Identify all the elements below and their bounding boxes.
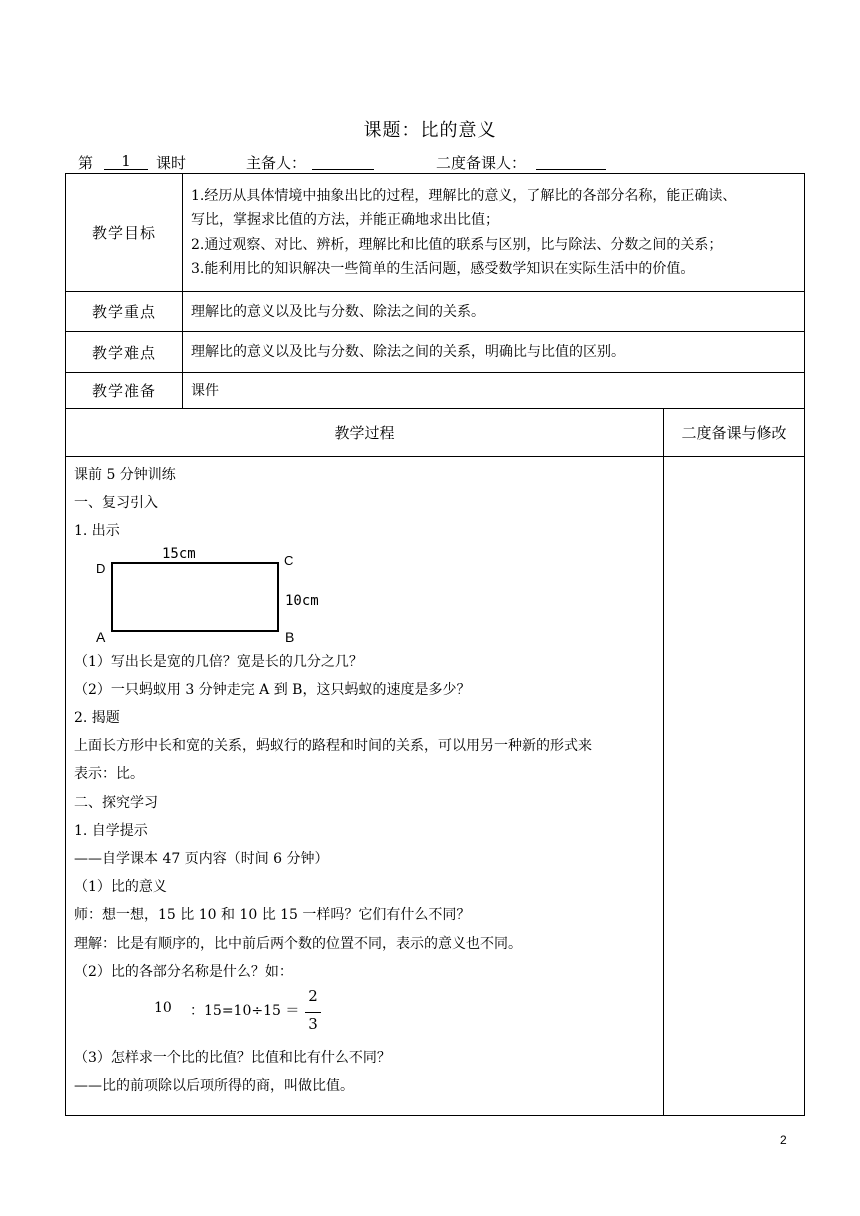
preparation-content: 课件 [183, 373, 805, 409]
process-line: ——自学课本 47 页内容（时间 6 分钟） [74, 851, 329, 868]
key-points-label: 教学重点 [66, 292, 183, 332]
length-label: 15cm [162, 545, 196, 562]
process-body-row [66, 457, 805, 1116]
process-line: ——比的前项除以后项所得的商，叫做比值。 [74, 1078, 354, 1095]
process-header: 教学过程 [66, 409, 664, 457]
lesson-plan-table [65, 173, 805, 1116]
process-line: 上面长方形中长和宽的关系，蚂蚁行的路程和时间的关系，可以用另一种新的形式来 [74, 738, 592, 755]
corner-d-label: D [96, 560, 106, 576]
process-line: （1）比的意义 [74, 879, 167, 896]
main-preparer-label: 主备人： [246, 154, 307, 172]
process-line: 1. 出示 [74, 523, 120, 540]
fraction-bar [305, 1012, 321, 1013]
corner-b-label: B [285, 628, 295, 645]
objective-line: 2.通过观察、对比、辨析，理解比和比值的联系与区别，比与除法、分数之间的关系； [191, 236, 723, 253]
objectives-label: 教学目标 [66, 174, 183, 292]
second-preparer-value [536, 152, 606, 170]
process-line: （2）比的各部分名称是什么？如： [74, 963, 293, 980]
revision-header: 二度备课与修改 [664, 409, 805, 457]
objectives-content [183, 174, 805, 292]
second-preparer-label: 二度备课人： [436, 154, 527, 172]
page-title: 课题：比的意义 [363, 120, 497, 141]
page-number: 2 [780, 1133, 787, 1147]
second-preparer-field [536, 152, 606, 174]
objective-line: 写比，掌握求比值的方法，并能正确地求出比值； [191, 212, 499, 228]
process-header-row [66, 409, 805, 457]
rectangle-shape [112, 563, 278, 631]
corner-c-label: C [284, 552, 294, 568]
difficulties-content: 理解比的意义以及比与分数、除法之间的关系，明确比与比值的区别。 [183, 332, 805, 373]
objective-line: 3.能利用比的知识解决一些简单的生活问题，感受数学知识在实际生活中的价值。 [191, 261, 695, 277]
preparation-label: 教学准备 [66, 373, 183, 409]
lesson-number-field [104, 152, 148, 170]
lesson-number: 1 [104, 152, 148, 170]
process-line: 课前 5 分钟训练 [74, 467, 176, 483]
formula-expression: ：15=10÷15 ＝ [190, 1003, 300, 1020]
key-points-row [66, 292, 805, 332]
width-label: 10cm [285, 592, 319, 609]
process-line: 师：想一想，15 比 10 和 10 比 15 一样吗？它们有什么不同？ [74, 907, 471, 924]
preparation-row [66, 373, 805, 409]
process-line: 2. 揭题 [74, 710, 120, 727]
difficulties-label: 教学难点 [66, 332, 183, 373]
process-line: （1）写出长是宽的几倍？宽是长的几分之几？ [74, 653, 363, 670]
process-line: （3）怎样求一个比的比值？比值和比有什么不同？ [74, 1050, 391, 1067]
process-line: 二、探究学习 [74, 794, 158, 811]
corner-a-label: A [96, 628, 106, 645]
fraction-numerator: 2 [308, 987, 318, 1006]
lesson-suffix: 课时 [156, 154, 187, 172]
process-content [66, 457, 664, 1116]
lesson-header [78, 152, 778, 174]
objective-line: 1.经历从具体情境中抽象出比的过程，理解比的意义，了解比的各部分名称，能正确读、 [191, 187, 737, 204]
ratio-formula [74, 986, 655, 1044]
lesson-prefix: 第 [78, 154, 94, 172]
process-line: 表示：比。 [74, 766, 144, 783]
objectives-row [66, 174, 805, 292]
process-line: 理解：比是有顺序的，比中前后两个数的位置不同，表示的意义也不同。 [74, 935, 522, 952]
difficulties-row [66, 332, 805, 373]
fraction-denominator: 3 [308, 1015, 318, 1034]
process-line: （2）一只蚂蚁用 3 分钟走完 A 到 B，这只蚂蚁的速度是多少？ [74, 681, 471, 698]
main-preparer-value [312, 152, 374, 170]
rectangle-figure [82, 546, 322, 648]
revision-column [664, 457, 805, 1116]
formula-left-number: 10 [154, 1000, 172, 1017]
key-points-content: 理解比的意义以及比与分数、除法之间的关系。 [183, 292, 805, 332]
main-preparer-field [312, 152, 374, 174]
rectangle-diagram [74, 546, 655, 648]
process-line: 1. 自学提示 [74, 822, 148, 839]
process-line: 一、复习引入 [74, 495, 158, 512]
